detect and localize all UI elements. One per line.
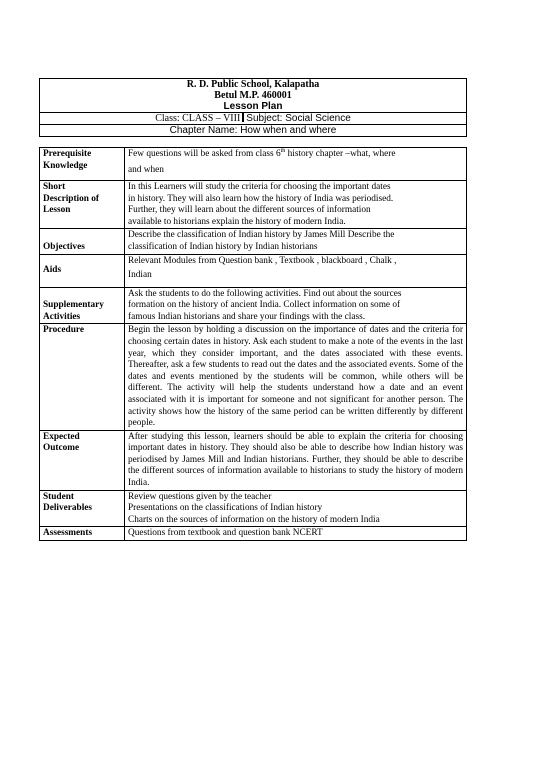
label-line: Knowledge xyxy=(43,160,88,171)
class-subject-row xyxy=(40,112,466,124)
divider xyxy=(242,113,244,122)
label-line: Prerequisite xyxy=(43,149,92,159)
row-expected-outcome xyxy=(40,430,467,490)
text-line: available to historians explain the history of modern India. xyxy=(128,216,346,227)
row-deliverables xyxy=(40,490,467,527)
label-line: Lesson xyxy=(43,205,71,216)
label-expected-outcome xyxy=(40,430,125,490)
content-objectives xyxy=(125,229,467,254)
label-prerequisite xyxy=(40,148,125,181)
text-line: Indian xyxy=(128,270,152,281)
label-line: Short xyxy=(43,182,66,192)
school-name: R. D. Public School, Kalapatha xyxy=(186,79,320,90)
content-procedure: Begin the lesson by holding a discussion on the importance of dates and the criteria for choosing certain dates in history. Ask each student to make a note of the events in the last year, which they consider important, and the dates associated with these events. Thereafter, ask a few students to read out the dates and the associated events. Some of the dates and events mentioned by the students will be common, while others will be different. The activity will help the students understand how a date and an event associated with it is important for someone and not significant for another person. The activity shows how the history of the same period can be written differently by different people. xyxy=(125,324,467,430)
content-expected-outcome: After studying this lesson, learners should be able to explain the criteria for choosing important dates in history. They should also be able to describe how Indian history was periodised by James Mill and Indian historians. Further, they should be able to describe the different sources of information available to historians to study the history of modern India. xyxy=(125,430,467,490)
text-line: Further, they will learn about the different sources of information xyxy=(128,205,371,216)
label-line: Supplementary xyxy=(43,300,104,311)
label-procedure: Procedure xyxy=(40,324,125,430)
row-procedure xyxy=(40,324,467,430)
label-assessments: Assessments xyxy=(40,527,125,541)
text-line: famous Indian historians and share your findings with the class. xyxy=(128,311,366,322)
chapter-name: Chapter Name: How when and where xyxy=(40,124,466,136)
text-line: Review questions given by the teacher xyxy=(128,491,272,502)
label-short-description xyxy=(40,181,125,229)
text-line: Relevant Modules from Question bank , Textbook , blackboard , Chalk , xyxy=(128,255,397,266)
row-aids xyxy=(40,254,467,287)
row-assessments xyxy=(40,527,467,541)
row-short-description xyxy=(40,181,467,229)
content-assessments: Questions from textbook and question bank NCERT xyxy=(125,527,467,541)
label-supplementary xyxy=(40,287,125,324)
text-line: Describe the classification of Indian history by James Mill Describe the xyxy=(128,230,395,241)
prerequisite-line2: and when xyxy=(128,164,164,175)
label-deliverables xyxy=(40,490,125,527)
label-line: Expected xyxy=(43,431,80,442)
content-deliverables xyxy=(125,490,467,527)
content-supplementary xyxy=(125,287,467,324)
row-prerequisite xyxy=(40,148,467,181)
label-line: Outcome xyxy=(43,443,80,454)
row-supplementary xyxy=(40,287,467,324)
prerequisite-line1 xyxy=(128,149,463,161)
text-line: formation on the history of ancient India. Collect information on some of xyxy=(128,300,401,311)
document-title: Lesson Plan xyxy=(223,101,283,112)
content-prerequisite xyxy=(125,148,467,181)
superscript: th xyxy=(280,147,286,154)
text-line: Presentations on the classifications of Indian history xyxy=(128,503,323,514)
row-objectives xyxy=(40,229,467,254)
text-line: In this Learners will study the criteria for choosing the important dates xyxy=(128,182,391,192)
prereq-text: Few questions will be asked from class 6 xyxy=(128,149,281,159)
content-aids xyxy=(125,254,467,287)
label-objectives: Objectives xyxy=(40,229,125,254)
text-line: in history. They will also learn how the history of India was periodised. xyxy=(128,193,394,204)
text-line: classification of Indian history by Indian historians xyxy=(128,241,318,252)
label-line: Activities xyxy=(43,311,81,322)
label-line: Deliverables xyxy=(43,503,93,514)
label-line: Description of xyxy=(43,193,100,204)
label-aids: Aids xyxy=(40,254,125,287)
content-short-description xyxy=(125,181,467,229)
header-block xyxy=(39,78,467,137)
text-line: Ask the students to do the following activities. Find out about the sources xyxy=(128,288,402,299)
school-address: Betul M.P. 460001 xyxy=(214,90,292,101)
subject-text: Subject: Social Science xyxy=(246,113,351,124)
class-text: Class: CLASS – VIII xyxy=(155,113,241,124)
prereq-text-after: history chapter –what, where xyxy=(285,149,396,159)
lesson-plan-table xyxy=(39,147,467,541)
label-line: Student xyxy=(43,491,75,502)
text-line: Charts on the sources of information on the history of modern India xyxy=(128,514,380,525)
